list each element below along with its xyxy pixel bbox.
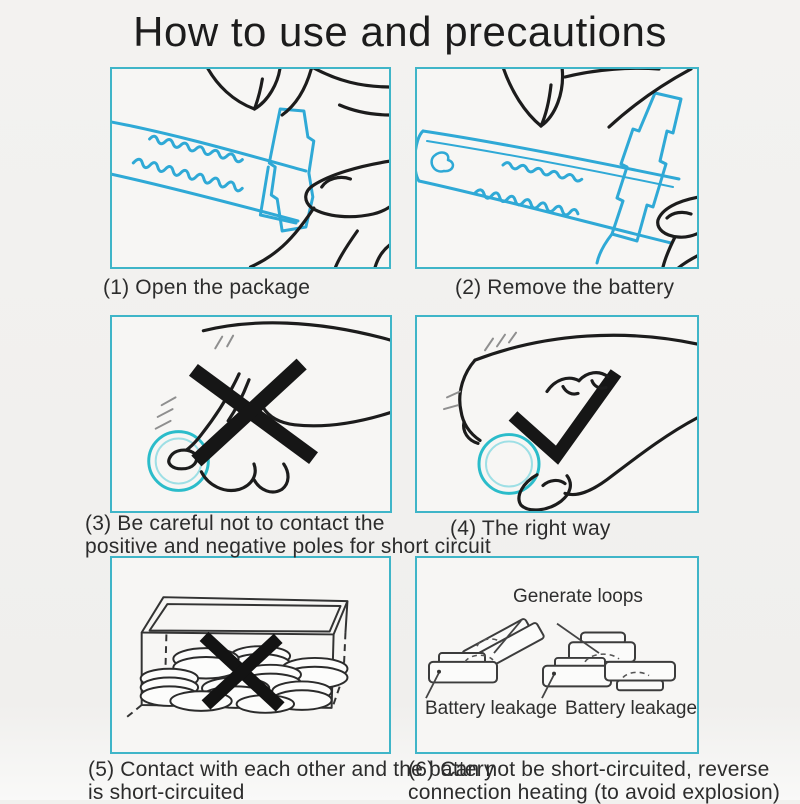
remove-battery-illustration xyxy=(417,69,697,267)
page-title: How to use and precautions xyxy=(133,8,667,55)
hands-lines xyxy=(503,69,697,267)
battery-leakage-right-label: Battery leakage xyxy=(565,698,698,719)
knuckle-hatches xyxy=(444,333,516,409)
battery-leakage-left-label: Battery leakage xyxy=(425,698,558,719)
panel-remove-battery xyxy=(415,67,699,269)
caption-wrong-way: (3) Be careful not to contact the positive and negative poles for short circuit xyxy=(85,512,491,558)
battery-pocket-tab xyxy=(269,109,314,231)
finger-nail xyxy=(169,450,197,469)
right-battery-cap xyxy=(617,680,663,690)
generate-loops-label: Generate loops xyxy=(513,586,643,607)
x-mark-icon xyxy=(193,364,313,461)
caption-remove-battery: (2) Remove the battery xyxy=(455,276,675,299)
thumb-nail xyxy=(543,480,565,485)
open-package-illustration xyxy=(112,69,389,267)
panel-wrong-way xyxy=(110,315,392,513)
blister-package-lines xyxy=(112,109,314,231)
coin-battery-circle xyxy=(479,435,539,494)
thumb-outline xyxy=(658,197,697,237)
caption-open-package: (1) Open the package xyxy=(103,276,311,299)
caption-right-way: (4) The right way xyxy=(450,517,611,540)
perforation-wave-2 xyxy=(474,189,578,218)
panel-right-way xyxy=(415,315,699,513)
thumb-outline xyxy=(519,475,570,510)
panel-leakage-diagram xyxy=(415,556,699,754)
caption-leakage-warning: (6) Can not be short-circuited, reverse connection heating (to avoid explosion) xyxy=(408,758,781,804)
right-battery-can xyxy=(605,662,675,681)
thumb-nail xyxy=(667,212,691,218)
pinching-battery-illustration xyxy=(112,317,390,511)
thumb-outline xyxy=(306,161,389,217)
caption-box-short-circuit: (5) Contact with each other and the battery is short-circuited xyxy=(88,758,495,804)
holding-battery-edge-illustration xyxy=(417,317,697,511)
perforation-wave-2 xyxy=(133,158,243,192)
battery-box-illustration xyxy=(112,558,389,752)
perforation-wave-1 xyxy=(503,162,582,182)
hang-hole xyxy=(432,153,453,172)
panel-batteries-in-box xyxy=(110,556,391,754)
hand-lines xyxy=(169,323,390,492)
panel-open-package xyxy=(110,67,391,269)
